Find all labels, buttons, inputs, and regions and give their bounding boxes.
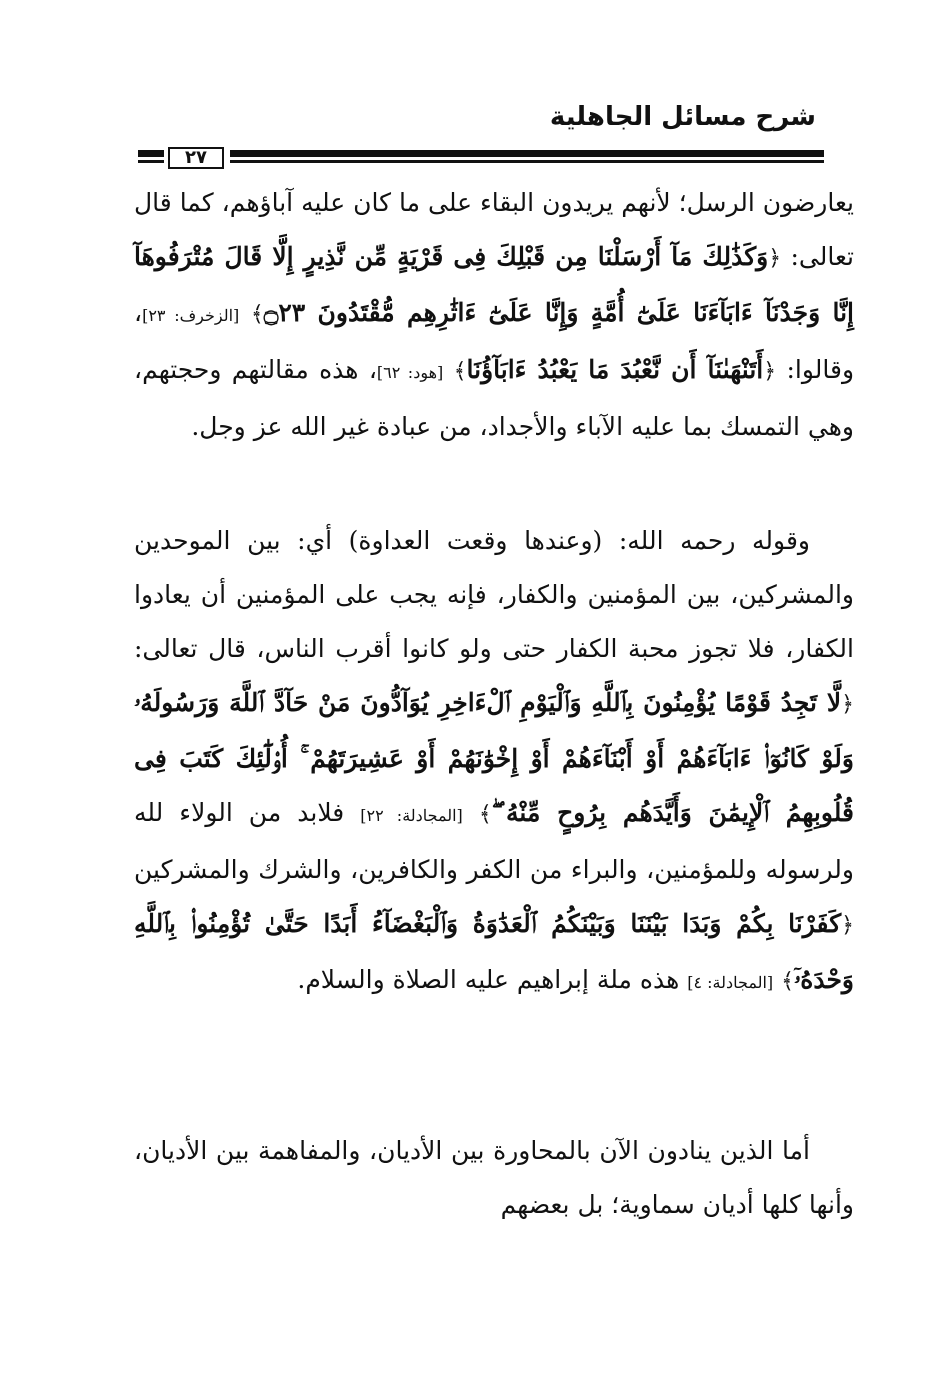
- verse-reference-zukhruf: [الزخرف: ٢٣]: [142, 306, 240, 325]
- verse-reference-mujadila-22: [المجادلة: ٢٢]: [360, 806, 463, 825]
- rule-thin-right: [230, 160, 824, 163]
- rule-thin-left: [138, 160, 164, 163]
- quran-close-bracket: ﴾: [478, 802, 492, 827]
- rule-thick-right: [230, 150, 824, 157]
- quran-close-bracket: ﴾: [250, 302, 264, 327]
- paragraph-3-text-a: أما الذين ينادون الآن بالمحاورة بين الأديان، والمفاهمة بين الأديان، وأنها كلها أديان سماوية؛ بل بعضهم: [134, 1136, 854, 1219]
- rule-thick-left: [138, 150, 164, 157]
- page-number: ٢٧: [185, 147, 207, 168]
- page-number-box: [168, 147, 224, 169]
- quran-open-bracket: ﴿: [841, 692, 854, 717]
- quran-open-bracket: ﴿: [763, 359, 777, 384]
- header-rule: [138, 147, 824, 167]
- paragraph-1-text-a: يعارضون الرسل؛ لأنهم يريدون البقاء على ما كان عليه آباؤهم، كما قال تعالى:: [134, 188, 854, 271]
- paragraph-2-text-a: وقوله رحمه الله: (وعندها وقعت العداوة) أي: بين الموحدين والمشركين، بين المؤمنين والكفار، فإنه يجب على المؤمنين أن يعادوا الكفار، فلا تجوز محبة الكفار حتى ولو كانوا أقرب الناس، قال تعالى:: [134, 526, 854, 663]
- quran-verse-hud-62: أَتَنْهَىٰنَآ أَن نَّعْبُدَ مَا يَعْبُدُ ءَابَآؤُنَا: [466, 355, 764, 384]
- quran-verse-mujadila-22: لَّا تَجِدُ قَوْمًا يُؤْمِنُونَ بِٱللَّهِ وَٱلْيَوْمِ ٱلْءَاخِرِ يُوَآدُّونَ مَنْ حَآدَّ ٱللَّهَ وَرَسُولَهُۥ وَلَوْ كَانُوٓا۟ ءَابَآءَهُمْ أَوْ أَبْنَآءَهُمْ أَوْ إِخْوَٰنَهُمْ أَوْ عَشِيرَتَهُمْ ۚ أُو۟لَٰٓئِكَ كَتَبَ فِى قُلُوبِهِمُ ٱلْإِيمَٰنَ وَأَيَّدَهُم بِرُوحٍ مِّنْهُ ۖ: [134, 688, 854, 827]
- paragraph-1-text-b: ، وقالوا:: [134, 298, 855, 384]
- verse-reference-mujadila-4: [المجادلة: ٤]: [687, 973, 774, 992]
- quran-verse-zukhruf-23: وَكَذَٰلِكَ مَآ أَرْسَلْنَا مِن قَبْلِكَ فِى قَرْيَةٍ مِّن نَّذِيرٍ إِلَّا قَالَ مُتْرَفُوهَآ إِنَّا وَجَدْنَآ ءَابَآءَنَا عَلَىٰٓ أُمَّةٍ وَإِنَّا عَلَىٰٓ ءَاثَٰرِهِم مُّقْتَدُونَ ۝٢٣: [134, 242, 855, 327]
- running-header-title: شرح مسائل الجاهلية: [549, 102, 816, 132]
- paragraph-2: [134, 514, 854, 1010]
- paragraph-1-text-c: ، هذه مقالتهم وحجتهم، وهي التمسك بما عليه الآباء والأجداد، من عبادة غير الله عز وجل.: [134, 355, 854, 441]
- quran-verse-mumtahina-4: كَفَرْنَا بِكُمْ وَبَدَا بَيْنَنَا وَبَيْنَكُمُ ٱلْعَدَٰوَةُ وَٱلْبَغْضَآءُ أَبَدًا حَتَّىٰ تُؤْمِنُوا۟ بِٱللَّهِ وَحْدَهُۥٓ: [134, 909, 854, 994]
- quran-open-bracket: ﴿: [841, 913, 854, 938]
- paragraph-1: [134, 176, 854, 454]
- paragraph-2-text-c: هذه ملة إبراهيم عليه الصلاة والسلام.: [297, 965, 680, 994]
- paragraph-3: [134, 1124, 854, 1232]
- quran-close-bracket: ﴾: [453, 359, 467, 384]
- quran-close-bracket: ﴾: [781, 969, 794, 994]
- paragraph-2-text-b: فلابد من الولاء لله ولرسوله وللمؤمنين، والبراء من الكفر والكافرين، والشرك والمشركين: [134, 798, 854, 884]
- verse-reference-hud: [هود: ٦٢]: [376, 363, 444, 382]
- quran-open-bracket: ﴿: [768, 246, 782, 271]
